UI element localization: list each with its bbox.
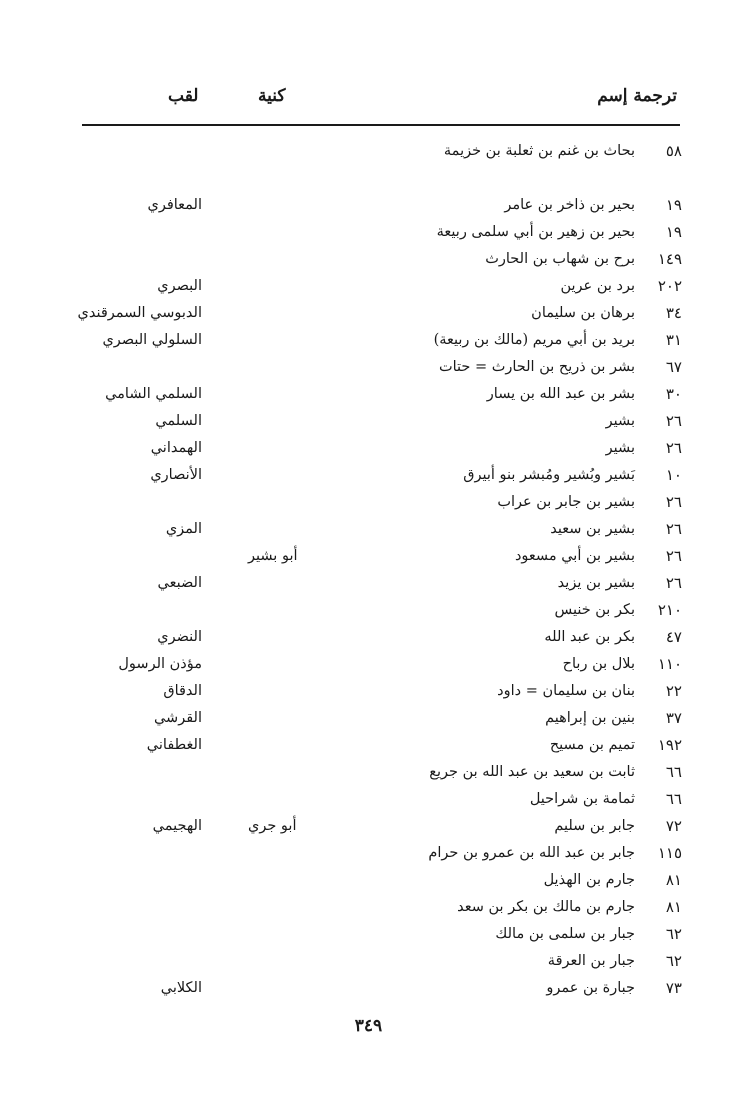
entry-name: جبار بن سلمى بن مالك bbox=[495, 926, 635, 942]
entry-laqab: الهمداني bbox=[150, 440, 202, 456]
entry-laqab: النضري bbox=[157, 629, 202, 645]
table-row bbox=[0, 327, 737, 353]
entry-number: ١٤٩ bbox=[657, 250, 682, 268]
table-row bbox=[0, 300, 737, 326]
table-row bbox=[0, 705, 737, 731]
column-header-kunya: كنية bbox=[258, 86, 286, 106]
entry-laqab: الضبعي bbox=[157, 575, 202, 591]
entry-laqab: البصري bbox=[157, 278, 202, 294]
entry-laqab: الدبوسي السمرقندي bbox=[77, 305, 202, 321]
entry-number: ٣١ bbox=[665, 331, 682, 349]
entry-name: برهان بن سليمان bbox=[531, 305, 635, 321]
entry-number: ٦٢ bbox=[665, 925, 682, 943]
entry-number: ٧٢ bbox=[665, 817, 682, 835]
entry-number: ٢٢ bbox=[665, 682, 682, 700]
entry-name: بلال بن رباح bbox=[562, 656, 635, 672]
entry-number: ٢٦ bbox=[665, 547, 682, 565]
entry-number: ٤٧ bbox=[665, 628, 682, 646]
entry-name: جابر بن عبد الله بن عمرو بن حرام bbox=[428, 845, 635, 861]
table-row bbox=[0, 408, 737, 434]
entry-name: برد بن عرين bbox=[560, 278, 635, 294]
entry-name: برح بن شهاب بن الحارث bbox=[485, 251, 635, 267]
table-row bbox=[0, 489, 737, 515]
entry-name: جارم بن الهذيل bbox=[543, 872, 635, 888]
entry-number: ٥٨ bbox=[665, 142, 682, 160]
entry-name: تميم بن مسيح bbox=[549, 737, 635, 753]
entry-number: ٦٢ bbox=[665, 952, 682, 970]
table-row bbox=[0, 219, 737, 245]
entry-laqab: السلمي bbox=[155, 413, 202, 429]
entry-name: جبار بن العرقة bbox=[547, 953, 635, 969]
entry-laqab: المعافري bbox=[147, 197, 202, 213]
table-row bbox=[0, 354, 737, 380]
table-row bbox=[0, 570, 737, 596]
entry-number: ٢٦ bbox=[665, 439, 682, 457]
entry-number: ١٩٢ bbox=[657, 736, 682, 754]
entry-number: ٦٧ bbox=[665, 358, 682, 376]
entry-laqab: الأنصاري bbox=[150, 467, 202, 483]
table-row bbox=[0, 813, 737, 839]
table-row bbox=[0, 732, 737, 758]
entry-number: ٣٤ bbox=[665, 304, 682, 322]
entry-number: ٢٦ bbox=[665, 520, 682, 538]
entry-number: ٦٦ bbox=[665, 790, 682, 808]
header-rule bbox=[82, 124, 680, 126]
entry-laqab: السلولي البصري bbox=[102, 332, 202, 348]
table-row bbox=[0, 624, 737, 650]
entry-laqab: الهجيمي bbox=[152, 818, 202, 834]
entry-name: جبارة بن عمرو bbox=[546, 980, 635, 996]
entry-number: ٧٣ bbox=[665, 979, 682, 997]
entry-kunya: أبو بشير bbox=[248, 548, 298, 564]
entry-number: ٢٦ bbox=[665, 574, 682, 592]
entry-number: ١١٥ bbox=[657, 844, 682, 862]
entry-name: بَشير وبُشير ومُبشر بنو أبيرق bbox=[463, 467, 635, 483]
entry-laqab: الكلابي bbox=[160, 980, 202, 996]
table-row bbox=[0, 651, 737, 677]
table-row bbox=[0, 462, 737, 488]
table-row bbox=[0, 246, 737, 272]
entry-laqab: القرشي bbox=[153, 710, 202, 726]
entry-number: ٣٠ bbox=[665, 385, 682, 403]
entry-name: جارم بن مالك بن بكر بن سعد bbox=[457, 899, 635, 915]
entry-number: ٨١ bbox=[665, 871, 682, 889]
entry-name: بشر بن ذريح بن الحارث = حتات bbox=[438, 359, 635, 375]
table-row bbox=[0, 948, 737, 974]
table-row bbox=[0, 597, 737, 623]
entry-name: بحير بن زهير بن أبي سلمى ربيعة bbox=[436, 224, 635, 240]
column-header-name: ترجمة إسم bbox=[597, 86, 677, 106]
entry-laqab: مؤذن الرسول bbox=[118, 656, 202, 672]
entry-number: ١١٠ bbox=[657, 655, 682, 673]
table-row bbox=[0, 381, 737, 407]
entry-number: ١٩ bbox=[665, 196, 682, 214]
entry-name: بكر بن خنيس bbox=[554, 602, 635, 618]
entry-laqab: الغطفاني bbox=[146, 737, 202, 753]
entry-name: بشير bbox=[605, 413, 635, 429]
entry-name: بشير bbox=[605, 440, 635, 456]
entry-name: بحاث بن غنم بن ثعلبة بن خزيمة bbox=[443, 143, 635, 159]
entry-kunya: أبو جري bbox=[248, 818, 297, 834]
table-row bbox=[0, 435, 737, 461]
table-row bbox=[0, 921, 737, 947]
entry-name: بكر بن عبد الله bbox=[544, 629, 635, 645]
entry-number: ٢٦ bbox=[665, 412, 682, 430]
entry-name: بشير بن جابر بن عراب bbox=[497, 494, 635, 510]
table-row bbox=[0, 759, 737, 785]
entry-number: ٢١٠ bbox=[657, 601, 682, 619]
entry-name: بريد بن أبي مريم (مالك بن ربيعة) bbox=[433, 332, 635, 348]
entry-laqab: المزي bbox=[165, 521, 202, 537]
entry-number: ٣٧ bbox=[665, 709, 682, 727]
table-row bbox=[0, 138, 737, 164]
table-row bbox=[0, 516, 737, 542]
entry-name: بنين بن إبراهيم bbox=[545, 710, 635, 726]
entry-name: بنان بن سليمان = داود bbox=[497, 683, 635, 699]
entry-name: بحير بن ذاخر بن عامر bbox=[504, 197, 635, 213]
entry-name: بشير بن سعيد bbox=[550, 521, 635, 537]
entry-name: جابر بن سليم bbox=[554, 818, 635, 834]
entry-number: ٢٦ bbox=[665, 493, 682, 511]
table-row bbox=[0, 867, 737, 893]
entry-name: ثمامة بن شراحيل bbox=[529, 791, 635, 807]
entry-name: بشير بن يزيد bbox=[557, 575, 635, 591]
entry-laqab: الدقاق bbox=[163, 683, 202, 699]
entry-laqab: السلمي الشامي bbox=[105, 386, 202, 402]
entry-name: ثابت بن سعيد بن عبد الله بن جريع bbox=[429, 764, 635, 780]
page-number: ٣٤٩ bbox=[354, 1016, 383, 1036]
entry-name: بشر بن عبد الله بن يسار bbox=[486, 386, 635, 402]
column-header-laqab: لقب bbox=[168, 86, 199, 106]
table-row bbox=[0, 975, 737, 1001]
entry-number: ١٠ bbox=[665, 466, 682, 484]
table-row bbox=[0, 273, 737, 299]
entry-number: ٦٦ bbox=[665, 763, 682, 781]
entry-number: ٨١ bbox=[665, 898, 682, 916]
entry-name: بشير بن أبي مسعود bbox=[514, 548, 635, 564]
table-row bbox=[0, 840, 737, 866]
table-row bbox=[0, 192, 737, 218]
entry-number: ٢٠٢ bbox=[657, 277, 682, 295]
table-row bbox=[0, 543, 737, 569]
entry-number: ١٩ bbox=[665, 223, 682, 241]
table-row bbox=[0, 894, 737, 920]
table-row bbox=[0, 678, 737, 704]
table-row bbox=[0, 786, 737, 812]
